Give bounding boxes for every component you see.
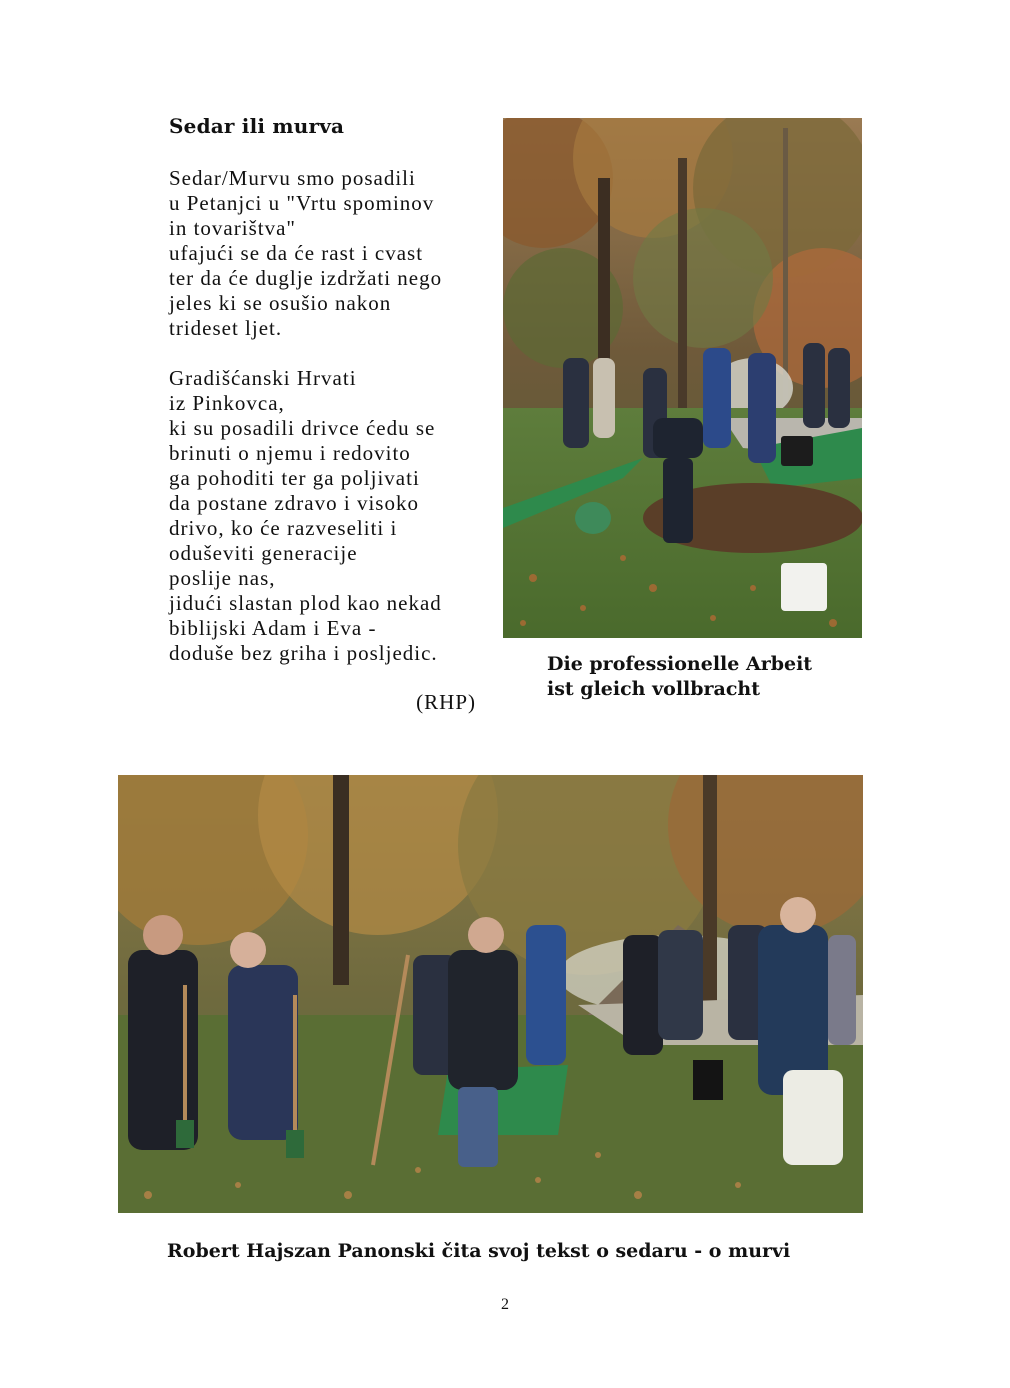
poem-line: jeles ki se osušio nakon [169,291,392,315]
article-title: Sedar ili murva [169,114,345,138]
poem-line: Gradišćanski Hrvati [169,366,357,390]
top-photo-caption [547,652,847,702]
poem-stanza-2 [169,366,489,666]
poem-line: da postane zdravo i visoko [169,491,419,515]
poem-line: doduše bez griha i posljedic. [169,641,438,665]
poem-line: brinuti o njemu i redovito [169,441,411,465]
poem-text [169,166,489,691]
poem-line: biblijski Adam i Eva - [169,616,377,640]
article-signature: (RHP) [416,690,476,714]
poem-line: u Petanjci u "Vrtu spominov [169,191,435,215]
poem-line: jidući slastan plod kao nekad [169,591,442,615]
poem-line: ufajući se da će rast i cvast [169,241,424,265]
poem-stanza-1 [169,166,489,341]
bottom-photo-caption: Robert Hajszan Panonski čita svoj tekst o sedaru - o murvi [167,1240,791,1262]
top-photo-caption-line: Die professionelle Arbeit [547,653,813,675]
top-photo-caption-line: ist gleich vollbracht [547,678,761,700]
poem-line: drivo, ko će razveseliti i [169,516,398,540]
poem-line: ga pohoditi ter ga poljivati [169,466,420,490]
poem-line: iz Pinkovca, [169,391,285,415]
page-number: 2 [501,1296,509,1313]
poem-line: ki su posadili drivce ćedu se [169,416,436,440]
poem-line: oduševiti generacije [169,541,358,565]
poem-line: in tovarištva" [169,216,296,240]
reading-ceremony-photo [118,775,863,1213]
poem-line: Sedar/Murvu smo posadili [169,166,416,190]
tree-planting-photo [503,118,862,638]
poem-line: trideset ljet. [169,316,283,340]
poem-line: poslije nas, [169,566,276,590]
poem-line: ter da će duglje izdržati nego [169,266,443,290]
